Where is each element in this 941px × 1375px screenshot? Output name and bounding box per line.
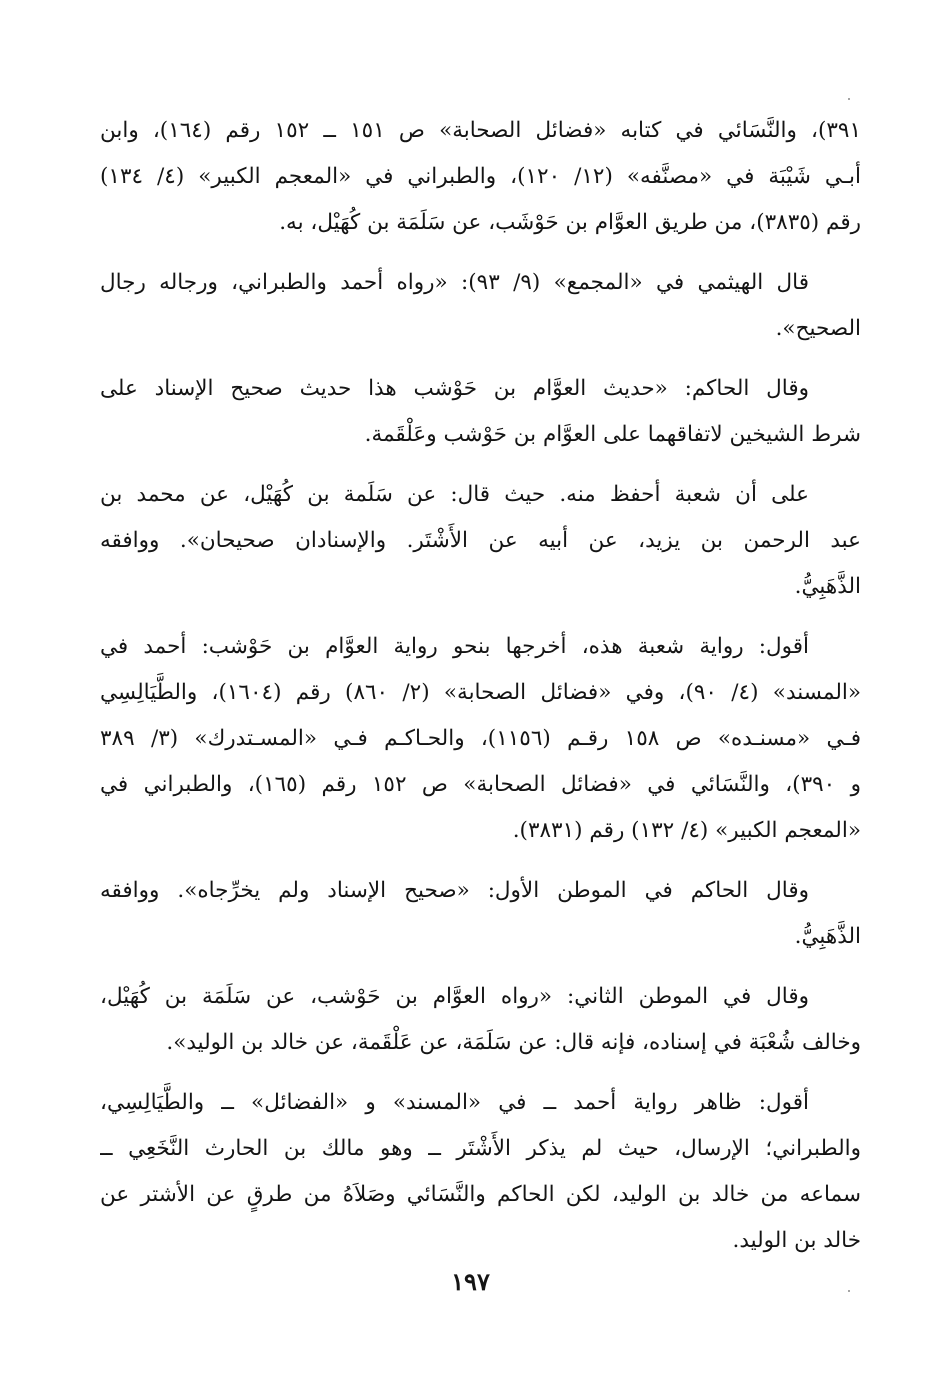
- text-line: وخالف شُعْبَة في إسناده، فإنه قال: عن سَلَمَة، عن عَلْقَمة، عن خالد بن الوليد».: [166, 1030, 861, 1055]
- page-body: [100, 108, 861, 1264]
- paragraph-4: [100, 472, 861, 610]
- paragraph-8: [100, 1080, 861, 1264]
- text-line: أقول: ظاهر رواية أحمد ــ في «المسند» و «الفضائل» ــ والطَّيَالِسِي،: [100, 1090, 809, 1115]
- page-number: ١٩٧: [451, 1267, 490, 1296]
- text-line: الذَّهَبِيُّ.: [794, 574, 861, 599]
- scan-speck: [848, 1290, 850, 1292]
- paragraph-7: [100, 974, 861, 1066]
- text-line: الذَّهَبِيُّ.: [794, 924, 861, 949]
- text-line: على أن شعبة أحفظ منه. حيث قال: عن سَلَمة بن كُهَيْل، عن محمد بن: [100, 482, 809, 507]
- scan-speck: [848, 98, 850, 100]
- paragraph-5: [100, 624, 861, 854]
- text-line: فـي «مسنـده» ص ١٥٨ رقـم (١١٥٦)، والحـاكـم فـي «المسـتدرك» (٣/ ٣٨٩: [100, 726, 861, 751]
- paragraph-3: [100, 366, 861, 458]
- text-line: أبـي شَيْبَة في «مصنَّفه» (١٢/ ١٢٠)، والطبراني في «المعجم الكبير» (٤/ ١٣٤): [100, 164, 861, 189]
- text-line: وقال الحاكم: «حديث العوَّام بن حَوْشب هذا حديث صحيح الإسناد على: [100, 376, 809, 401]
- text-line: شرط الشيخين لاتفاقهما على العوَّام بن حَوْشب وعَلْقَمة.: [364, 422, 861, 447]
- paragraph-2: [100, 260, 861, 352]
- paragraph-1: [100, 108, 861, 246]
- text-line: ٣٩١)، والنَّسَائي في كتابه «فضائل الصحابة» ص ١٥١ ــ ١٥٢ رقم (١٦٤)، وابن: [100, 118, 861, 143]
- text-line: وقال الحاكم في الموطن الأول: «صحيح الإسناد ولم يخرِّجاه». ووافقه: [100, 878, 809, 903]
- text-line: أقول: رواية شعبة هذه، أخرجها بنحو رواية العوَّام بن حَوْشب: أحمد في: [100, 634, 809, 659]
- text-line: قال الهيثمي في «المجمع» (٩/ ٩٣): «رواه أحمد والطبراني، ورجاله رجال: [100, 270, 809, 295]
- text-line: وقال في الموطن الثاني: «رواه العوَّام بن حَوْشب، عن سَلَمَة بن كُهَيْل،: [100, 984, 809, 1009]
- text-line: رقم (٣٨٣٥)، من طريق العوَّام بن حَوْشَب، عن سَلَمَة بن كُهَيْل، به.: [279, 210, 861, 235]
- text-line: خالد بن الوليد.: [732, 1228, 861, 1253]
- text-line: «المعجم الكبير» (٤/ ١٣٢) رقم (٣٨٣١).: [512, 818, 861, 843]
- paragraph-6: [100, 868, 861, 960]
- text-line: عبد الرحمن بن يزيد، عن أبيه عن الأَشْتَر. والإسنادان صحيحان». ووافقه: [100, 528, 861, 553]
- text-line: سماعه من خالد بن الوليد، لكن الحاكم والنَّسَائي وصَلاَهُ من طرقٍ عن الأشتر عن: [100, 1182, 861, 1207]
- text-line: و ٣٩٠)، والنَّسَائي في «فضائل الصحابة» ص ١٥٢ رقم (١٦٥)، والطبراني في: [100, 772, 861, 797]
- text-line: الصحيح».: [775, 316, 861, 341]
- text-line: والطبراني؛ الإرسال، حيث لم يذكر الأَشْتَر ــ وهو مالك بن الحارث النَّخَعِي ــ: [100, 1136, 861, 1161]
- text-line: «المسند» (٤/ ٩٠)، وفي «فضائل الصحابة» (٢/ ٨٦٠) رقم (١٦٠٤)، والطَّيَالِسِي: [100, 680, 861, 705]
